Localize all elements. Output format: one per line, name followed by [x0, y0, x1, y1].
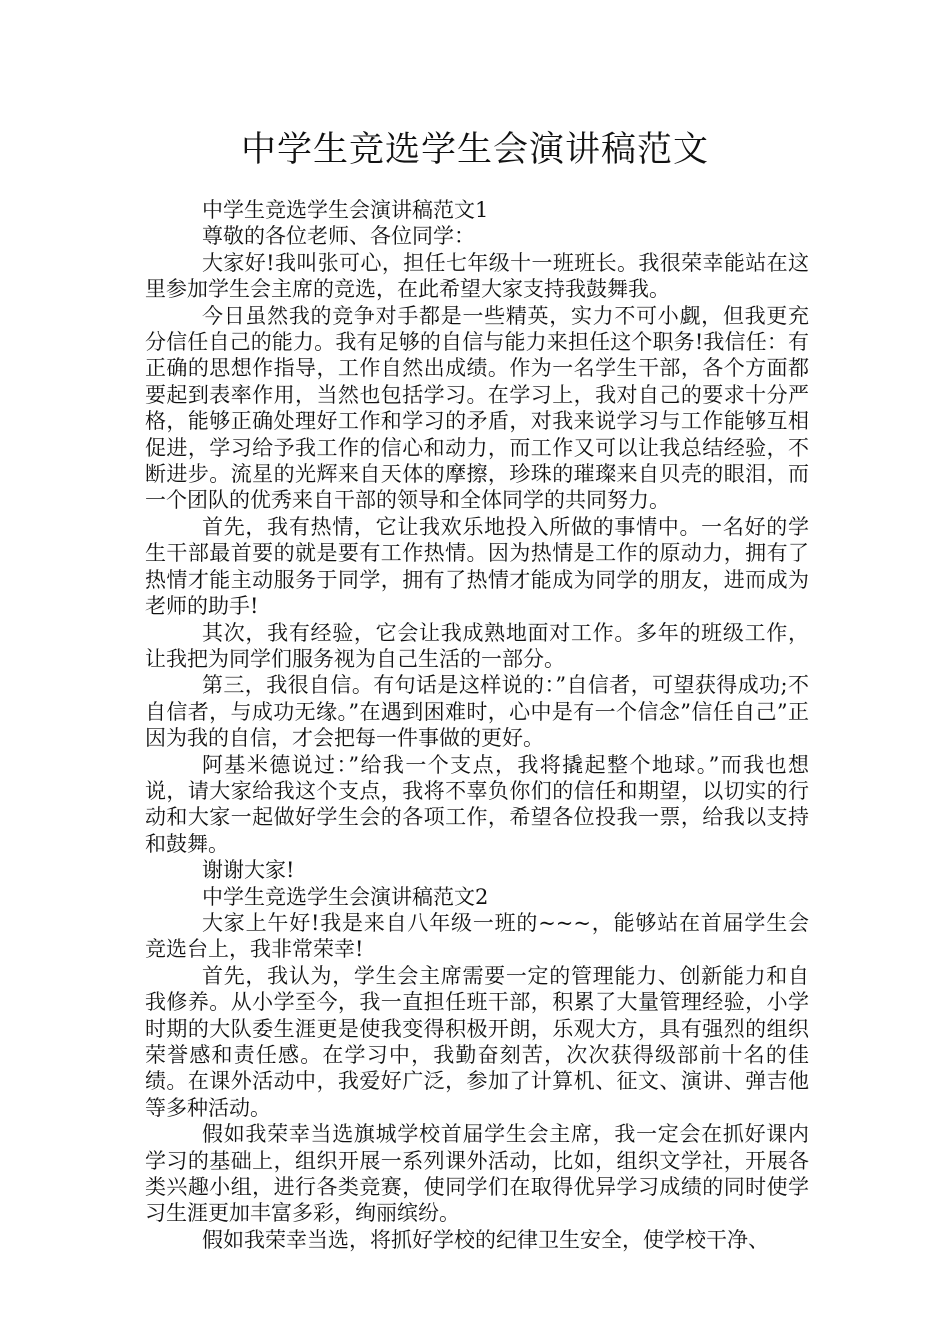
document-title: 中学生竞选学生会演讲稿范文 — [240, 130, 709, 170]
document-body — [145, 197, 809, 1253]
section-heading-2: 中学生竞选学生会演讲稿范文2 — [202, 884, 489, 909]
paragraph: 其次，我有经验，它会让我成熟地面对工作。多年的班级工作，让我把为同学们服务视为自己生活的一部分。 — [145, 620, 809, 671]
paragraph: 今日虽然我的竞争对手都是一些精英，实力不可小觑，但我更充分信任自己的能力。我有足够的自信与能力来担任这个职务!我信任：有正确的思想作指导，工作自然出成绩。作为一名学生干部，各个方面都要起到表率作用，当然也包括学习。在学习上，我对自己的要求十分严格，能够正确处理好工作和学习的矛盾，对我来说学习与工作能够互相促进，学习给予我工作的信心和动力，而工作又可以让我总结经验，不断进步。流星的光辉来自天体的摩擦，珍珠的璀璨来自贝壳的眼泪，而一个团队的优秀来自干部的领导和全体同学的共同努力。 — [145, 303, 809, 513]
paragraph: 假如我荣幸当选旗城学校首届学生会主席，我一定会在抓好课内学习的基础上，组织开展一系列课外活动，比如，组织文学社，开展各类兴趣小组，进行各类竞赛，使同学们在取得优异学习成绩的同时使学习生涯更加丰富多彩，绚丽缤纷。 — [145, 1122, 809, 1226]
paragraph: 大家上午好!我是来自八年级一班的~~~，能够站在首届学生会竞选台上，我非常荣幸! — [145, 910, 809, 962]
paragraph: 第三，我很自信。有句话是这样说的：”自信者，可望获得成功;不自信者，与成功无缘。”在遇到困难时，心中是有一个信念”信任自己”正因为我的自信，才会把每一件事做的更好。 — [145, 673, 809, 751]
closing-line: 谢谢大家! — [202, 858, 295, 883]
section-heading-1: 中学生竞选学生会演讲稿范文1 — [202, 198, 489, 222]
paragraph: 假如我荣幸当选，将抓好学校的纪律卫生安全，使学校干净、 — [202, 1227, 769, 1252]
paragraph: 首先，我有热情，它让我欢乐地投入所做的事情中。一名好的学生干部最首要的就是要有工作热情。因为热情是工作的原动力，拥有了热情才能主动服务于同学，拥有了热情才能成为同学的朋友，进而成为老师的助手! — [145, 514, 809, 619]
paragraph: 首先，我认为，学生会主席需要一定的管理能力、创新能力和自我修养。从小学至今，我一直担任班干部，积累了大量管理经验，小学时期的大队委生涯更是使我变得积极开朗，乐观大方，具有强烈的组织荣誉感和责任感。在学习中，我勤奋刻苦，次次获得级部前十名的佳绩。在课外活动中，我爱好广泛，参加了计算机、征文、演讲、弹吉他等多种活动。 — [145, 963, 809, 1120]
salutation: 尊敬的各位老师、各位同学： — [202, 224, 475, 249]
paragraph: 大家好!我叫张可心，担任七年级十一班班长。我很荣幸能站在这里参加学生会主席的竞选，在此希望大家支持我鼓舞我。 — [145, 250, 809, 302]
paragraph: 阿基米德说过：”给我一个支点，我将撬起整个地球。”而我也想说，请大家给我这个支点，我将不辜负你们的信任和期望，以切实的行动和大家一起做好学生会的各项工作，希望各位投我一票，给我以支持和鼓舞。 — [145, 752, 809, 856]
